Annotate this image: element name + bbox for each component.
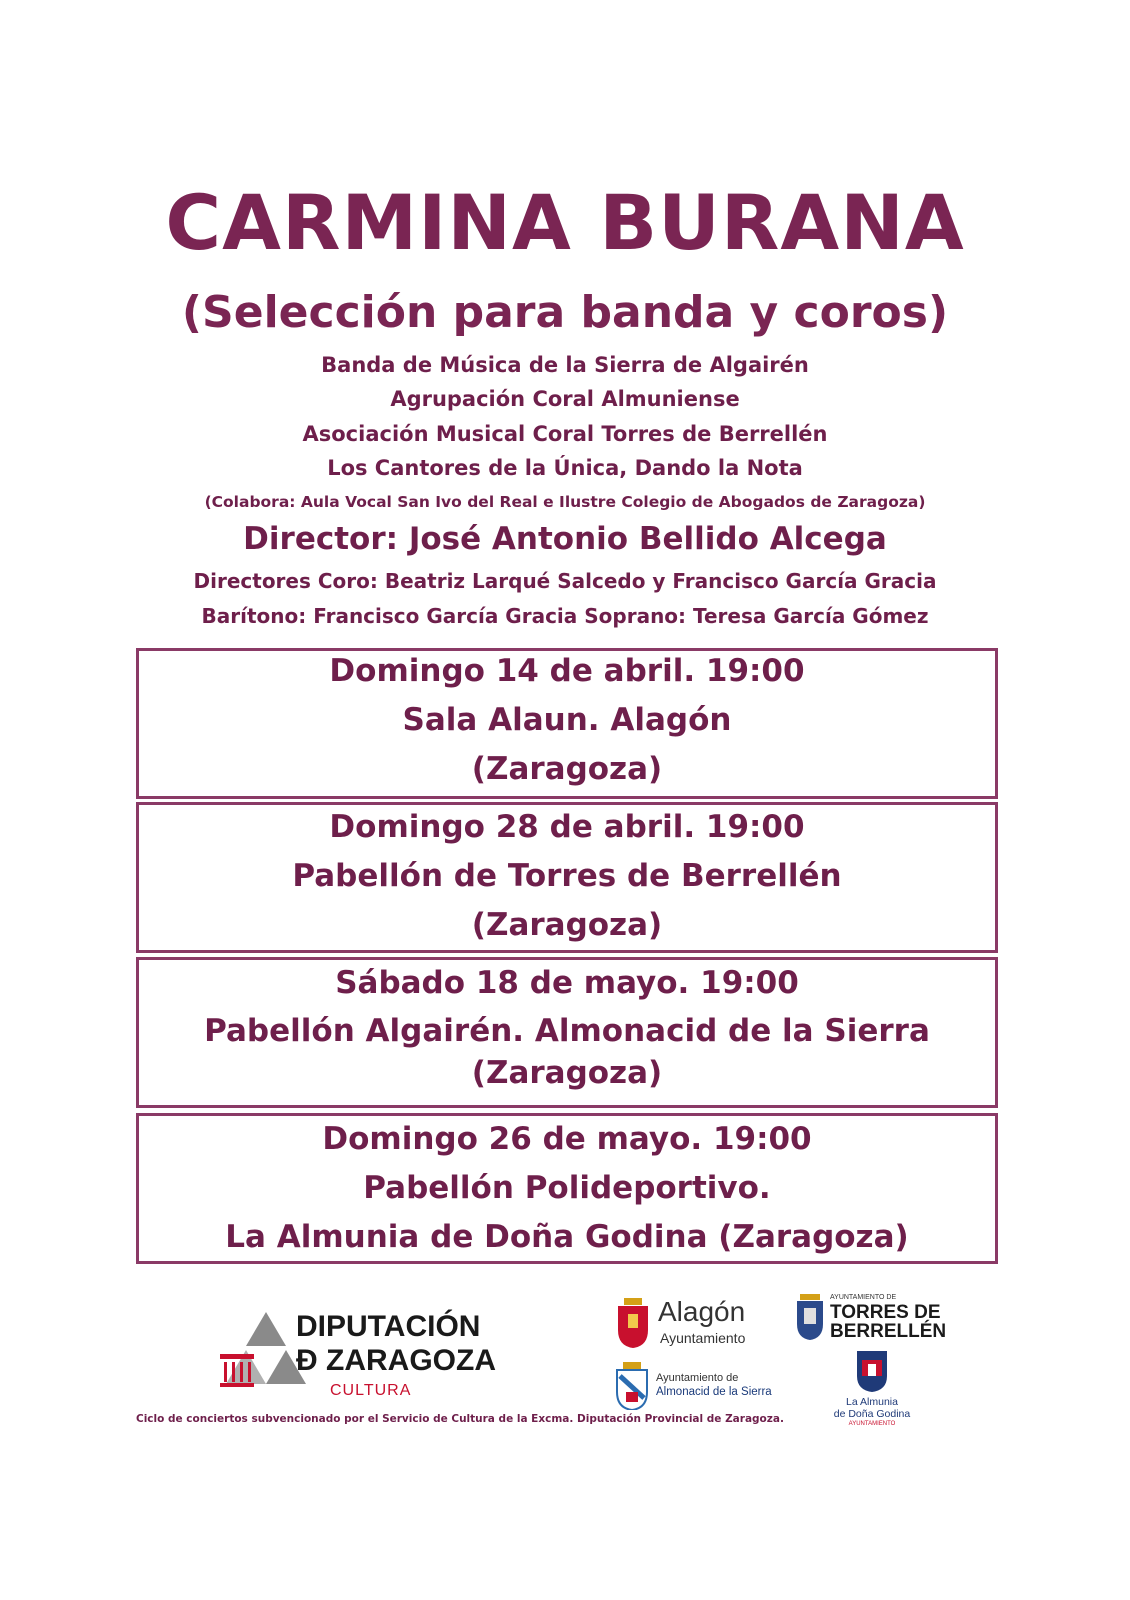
event-box	[136, 802, 998, 953]
director-line: Director: José Antonio Bellido Alcega	[243, 521, 887, 557]
dpz-logo-sub: CULTURA	[330, 1382, 412, 1399]
event-box	[136, 957, 998, 1108]
event-venue: Pabellón Polideportivo.	[363, 1170, 771, 1206]
event-place: La Almunia de Doña Godina (Zaragoza)	[225, 1219, 909, 1255]
event-venue: Pabellón Algairén. Almonacid de la Sierra	[204, 1013, 930, 1049]
almonacid-line2: Almonacid de la Sierra	[656, 1386, 772, 1398]
group-line: Banda de Música de la Sierra de Algairén	[321, 353, 809, 377]
torres-shield-icon	[796, 1294, 824, 1340]
event-place: (Zaragoza)	[471, 751, 663, 787]
group-line: Agrupación Coral Almuniense	[390, 387, 740, 411]
event-date: Domingo 14 de abril. 19:00	[329, 653, 805, 689]
alagon-sub: Ayuntamiento	[660, 1330, 746, 1346]
group-line: Asociación Musical Coral Torres de Berrellén	[302, 422, 828, 446]
dpz-logo-line2: Đ ZARAGOZA	[296, 1344, 496, 1377]
torres-top: AYUNTAMIENTO DE	[830, 1294, 897, 1301]
almunia-sub: AYUNTAMIENTO	[848, 1421, 896, 1427]
collaboration-note: (Colabora: Aula Vocal San Ivo del Real e Ilustre Colegio de Abogados de Zaragoza)	[204, 493, 926, 511]
dpz-logo	[218, 1310, 548, 1402]
event-title: CARMINA BURANA	[165, 178, 965, 267]
dpz-emblem-icon	[218, 1310, 308, 1402]
almunia-shield-icon	[856, 1350, 888, 1392]
almunia-logo	[822, 1350, 922, 1430]
torres-line1: TORRES DE	[830, 1302, 941, 1323]
torres-logo	[796, 1294, 956, 1344]
almonacid-logo	[616, 1362, 796, 1412]
event-box	[136, 1113, 998, 1264]
almonacid-shield-icon	[616, 1362, 648, 1410]
sponsor-footnote: Ciclo de conciertos subvencionado por el Servicio de Cultura de la Excma. Diputación Provincial de Zaragoza.	[136, 1413, 784, 1425]
soloists-line: Barítono: Francisco García Gracia Soprano: Teresa García Gómez	[201, 604, 929, 628]
group-line: Los Cantores de la Única, Dando la Nota	[327, 456, 803, 480]
event-date: Domingo 28 de abril. 19:00	[329, 809, 805, 845]
almunia-line1: La Almunia	[846, 1396, 898, 1408]
alagon-shield-icon	[616, 1298, 650, 1348]
dpz-logo-line1: DIPUTACIÓN	[296, 1310, 481, 1343]
almunia-line2: de Doña Godina	[833, 1408, 911, 1420]
event-date: Domingo 26 de mayo. 19:00	[322, 1121, 812, 1157]
almonacid-line1: Ayuntamiento de	[656, 1372, 739, 1384]
event-box	[136, 648, 998, 799]
alagon-name: Alagón	[658, 1296, 746, 1327]
event-venue: Sala Alaun. Alagón	[402, 702, 732, 738]
event-place: (Zaragoza)	[471, 1055, 663, 1091]
event-place: (Zaragoza)	[471, 907, 663, 943]
choir-directors-line: Directores Coro: Beatriz Larqué Salcedo y Francisco García Gracia	[193, 569, 937, 593]
alagon-logo	[616, 1298, 766, 1350]
torres-line2: BERRELLÉN	[830, 1321, 947, 1342]
event-subtitle: (Selección para banda y coros)	[181, 287, 949, 338]
event-venue: Pabellón de Torres de Berrellén	[292, 858, 842, 894]
event-date: Sábado 18 de mayo. 19:00	[335, 965, 799, 1001]
